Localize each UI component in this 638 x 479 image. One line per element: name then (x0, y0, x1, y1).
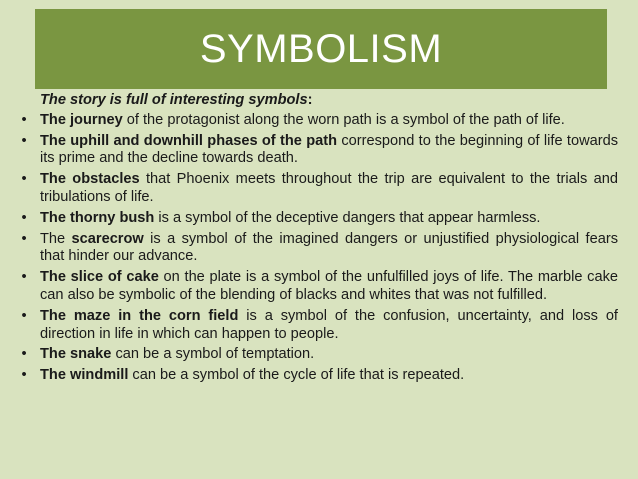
item-text: of the protagonist along the worn path is a symbol of the path of life. (122, 111, 565, 128)
title-bar (35, 9, 607, 89)
item-text: can be a symbol of temptation. (111, 346, 315, 363)
list-item (18, 367, 618, 385)
item-term: scarecrow (71, 230, 144, 247)
item-text: can be a symbol of the cycle of life that is repeated. (128, 367, 465, 384)
bullet-icon: • (21, 269, 27, 286)
bullet-icon: • (21, 346, 27, 363)
symbol-list (18, 112, 618, 385)
item-text: is a symbol of the imagined dangers or unjustified physiological fears that hinder our advance. (40, 230, 618, 265)
slide-content (18, 92, 618, 388)
item-term: The obstacles (40, 171, 140, 188)
bullet-icon: • (21, 171, 27, 188)
item-term: The slice of cake (40, 269, 159, 286)
intro-colon: : (307, 92, 313, 108)
item-text: is a symbol of the deceptive dangers that appear harmless. (154, 209, 541, 226)
item-text: The (40, 230, 72, 247)
slide-title: SYMBOLISM (199, 27, 443, 71)
list-item (18, 346, 618, 364)
list-item (18, 269, 618, 305)
item-term: The maze in the corn field (40, 307, 239, 324)
bullet-icon: • (21, 367, 27, 384)
list-item (18, 112, 618, 130)
item-term: The uphill and downhill phases of the path (40, 132, 338, 149)
list-item (18, 231, 618, 267)
bullet-icon: • (21, 209, 27, 226)
intro-line (18, 92, 618, 110)
bullet-icon: • (21, 132, 27, 149)
item-text: correspond to the beginning of life towards its prime and the decline towards death. (40, 132, 618, 167)
item-term: The snake (40, 346, 112, 363)
list-item (18, 171, 618, 207)
item-term: The journey (40, 111, 123, 128)
item-term: The windmill (40, 367, 129, 384)
bullet-icon: • (21, 111, 27, 128)
item-text: that Phoenix meets throughout the trip are equivalent to the trials and tribulations of life. (40, 171, 618, 205)
bullet-icon: • (21, 307, 27, 324)
bullet-icon: • (21, 230, 27, 247)
item-text: is a symbol of the confusion, uncertainty, and loss of direction in life in which can happen to people. (40, 307, 618, 342)
intro-text: The story is full of interesting symbols (40, 92, 308, 108)
list-item (18, 308, 618, 344)
item-term: The thorny bush (40, 209, 155, 226)
list-item (18, 133, 618, 169)
item-text: on the plate is a symbol of the unfulfilled joys of life. The marble cake can also be symbolic of the blending of blacks and whites that was not fulfilled. (40, 269, 619, 303)
list-item (18, 210, 618, 228)
